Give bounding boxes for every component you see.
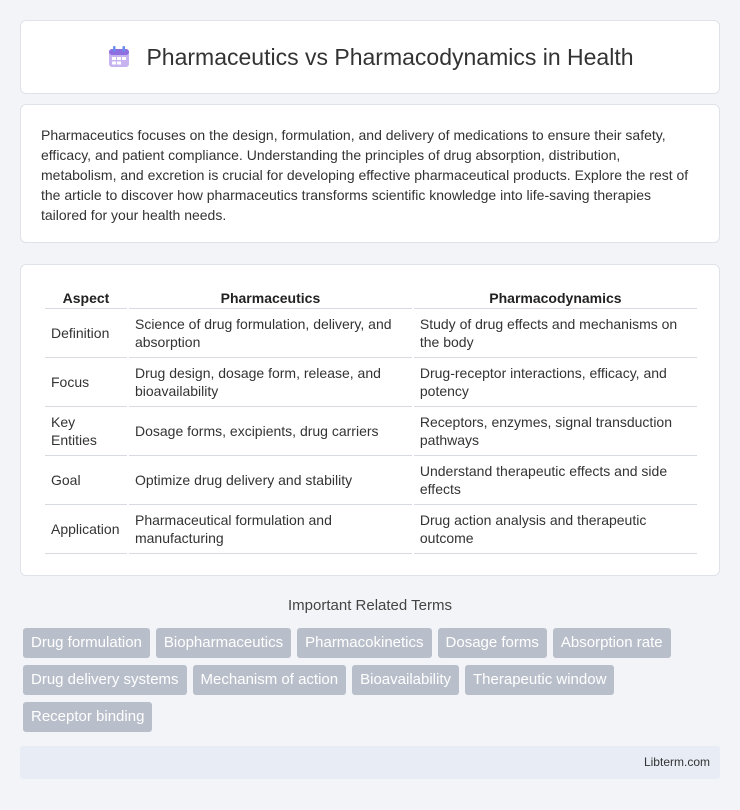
row-aspect: Goal (45, 456, 127, 505)
row-aspect: Key Entities (45, 407, 127, 456)
related-terms-tags (23, 628, 723, 739)
row-pharmacodynamics: Drug action analysis and therapeutic outcome (414, 505, 697, 554)
row-pharmaceutics: Pharmaceutical formulation and manufacturing (129, 505, 412, 554)
tag-absorption-rate[interactable]: Absorption rate (553, 628, 671, 658)
calendar-icon (106, 44, 132, 70)
header-pharmacodynamics: Pharmacodynamics (414, 287, 697, 309)
row-pharmacodynamics: Study of drug effects and mechanisms on the body (414, 309, 697, 358)
tag-biopharmaceutics[interactable]: Biopharmaceutics (156, 628, 291, 658)
tag-receptor-binding[interactable]: Receptor binding (23, 702, 152, 732)
footer-link[interactable]: Libterm.com (643, 755, 710, 769)
row-aspect: Application (45, 505, 127, 554)
page-title: Pharmaceutics vs Pharmacodynamics in Health (146, 43, 634, 70)
tag-drug-formulation[interactable]: Drug formulation (23, 628, 150, 658)
related-terms-title: Important Related Terms (288, 597, 452, 614)
intro-text: Pharmaceutics focuses on the design, formulation, and delivery of medications to ensure their safety, efficacy, and patient compliance. Understanding the principles of drug absorption, distribution, metabolism, and excretion is crucial for developing effective pharmaceutical products. Explore the rest of the article to discover how pharmaceutics transforms scientific knowledge into life-saving therapies tailored for your health needs. (41, 127, 689, 223)
table-row (45, 456, 697, 505)
row-pharmacodynamics: Drug-receptor interactions, efficacy, and potency (414, 358, 697, 407)
table-row (45, 358, 697, 407)
tag-pharmacokinetics[interactable]: Pharmacokinetics (297, 628, 431, 658)
row-aspect: Definition (45, 309, 127, 358)
tag-dosage-forms[interactable]: Dosage forms (438, 628, 547, 658)
row-pharmacodynamics: Understand therapeutic effects and side effects (414, 456, 697, 505)
row-pharmacodynamics: Receptors, enzymes, signal transduction pathways (414, 407, 697, 456)
row-pharmaceutics: Science of drug formulation, delivery, and absorption (129, 309, 412, 358)
tag-mechanism-of-action[interactable]: Mechanism of action (193, 665, 347, 695)
row-pharmaceutics: Dosage forms, excipients, drug carriers (129, 407, 412, 456)
table-row (45, 407, 697, 456)
row-pharmaceutics: Drug design, dosage form, release, and bioavailability (129, 358, 412, 407)
tag-bioavailability[interactable]: Bioavailability (352, 665, 459, 695)
comparison-table (43, 287, 699, 554)
tag-drug-delivery-systems[interactable]: Drug delivery systems (23, 665, 187, 695)
row-aspect: Focus (45, 358, 127, 407)
intro-card (20, 104, 720, 243)
row-pharmaceutics: Optimize drug delivery and stability (129, 456, 412, 505)
table-header-row (45, 287, 697, 309)
header-pharmaceutics: Pharmaceutics (129, 287, 412, 309)
comparison-card (20, 264, 720, 576)
title-card (20, 20, 720, 94)
tag-therapeutic-window[interactable]: Therapeutic window (465, 665, 614, 695)
footer (20, 746, 720, 779)
table-row (45, 309, 697, 358)
header-aspect: Aspect (45, 287, 127, 309)
table-row (45, 505, 697, 554)
